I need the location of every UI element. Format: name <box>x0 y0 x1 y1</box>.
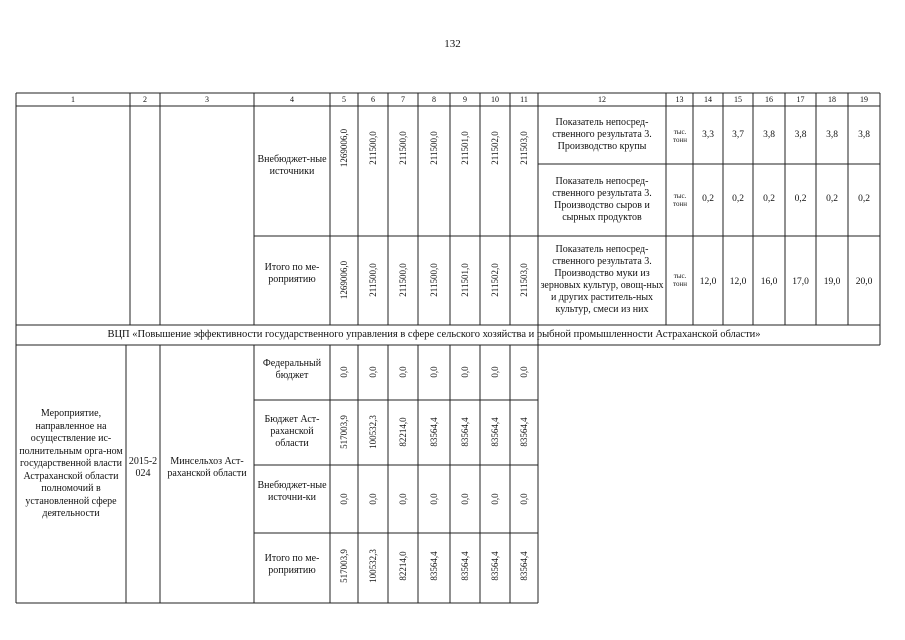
lower-row2-val: 0,0 <box>429 493 439 505</box>
upper-row1-val: 211502,0 <box>490 263 500 297</box>
header-col-1: 1 <box>71 95 75 104</box>
indicator-value: 19,0 <box>823 277 841 287</box>
indicator-value: 0,2 <box>702 194 714 204</box>
indicator-name: Показатель непосред-ственного результата 3. Производство крупы <box>552 117 652 152</box>
lower-row1-val: 100532,3 <box>368 415 378 449</box>
lower-row0-val: 0,0 <box>398 366 408 378</box>
header-col-3: 3 <box>205 95 209 104</box>
upper-total-label: Итого по ме-роприятию <box>264 262 320 285</box>
indicator-value: 3,8 <box>794 130 807 140</box>
indicator-value: 3,3 <box>702 130 714 140</box>
lower-row0-val: 0,0 <box>368 366 378 378</box>
header-col-5: 5 <box>342 95 346 104</box>
upper-row1-val: 211501,0 <box>460 263 470 297</box>
indicator-value: 0,2 <box>826 194 838 204</box>
lower-row2-val: 0,0 <box>368 493 378 505</box>
lower-row3-val: 83564,4 <box>490 551 500 581</box>
lower-row0-val: 0,0 <box>339 366 349 378</box>
indicator-name: Показатель непосред-ственного результата 3. Производство сыров и сырных продуктов <box>552 176 652 223</box>
upper-row0-val: 211500,0 <box>429 131 439 165</box>
lower-row1-val: 517003,9 <box>339 415 349 449</box>
header-col-18: 18 <box>828 95 836 104</box>
lower-row1-val: 83564,4 <box>490 417 500 447</box>
header-col-4: 4 <box>290 95 294 104</box>
header-col-11: 11 <box>520 95 528 104</box>
lower-source-label: Итого по ме-роприятию <box>264 553 320 576</box>
lower-row1-val: 83564,4 <box>460 417 470 447</box>
header-col-15: 15 <box>734 95 742 104</box>
header-col-10: 10 <box>491 95 499 104</box>
indicator-value: 16,0 <box>760 277 778 287</box>
header-col-8: 8 <box>432 95 436 104</box>
header-col-14: 14 <box>704 95 712 104</box>
lower-row0-val: 0,0 <box>519 366 529 378</box>
header-col-16: 16 <box>765 95 773 104</box>
upper-row1-val: 211500,0 <box>429 263 439 297</box>
upper-row1-val: 211503,0 <box>519 263 529 297</box>
lower-row1-val: 83564,4 <box>519 417 529 447</box>
upper-row0-val: 211500,0 <box>368 131 378 165</box>
measure-name: Мероприятие, направленное на осуществление ис-полнительным орга-ном государственной власти Астраханской области полномочий в установленной сфере деятельности <box>19 408 123 519</box>
lower-row1-val: 83564,4 <box>429 417 439 447</box>
header-col-6: 6 <box>371 95 375 104</box>
header-col-2: 2 <box>143 95 147 104</box>
upper-row1-val: 211500,0 <box>398 263 408 297</box>
lower-source-label: Бюджет Аст-раханской области <box>264 414 320 449</box>
header-col-7: 7 <box>401 95 405 104</box>
lower-source-label: Федеральный бюджет <box>262 358 322 381</box>
lower-row3-val: 100532,3 <box>368 549 378 583</box>
indicator-value: 0,2 <box>732 194 744 204</box>
indicator-value: 3,8 <box>826 130 838 140</box>
upper-row0-val: 211503,0 <box>519 131 529 165</box>
lower-row2-val: 0,0 <box>490 493 500 505</box>
upper-row1-val: 211500,0 <box>368 263 378 297</box>
header-col-13: 13 <box>675 95 684 104</box>
indicator-value: 20,0 <box>855 277 873 287</box>
indicator-value: 12,0 <box>699 277 717 287</box>
lower-row0-val: 0,0 <box>460 366 470 378</box>
lower-row3-val: 83564,4 <box>429 551 439 581</box>
upper-row0-val: 211501,0 <box>460 131 470 165</box>
lower-row0-val: 0,0 <box>490 366 500 378</box>
indicator-name: Показатель непосред-ственного результата 3. Производство муки из зерновых культур, овощ-ных и других раститель-ных культур, смеси из них <box>540 244 664 315</box>
upper-source-label: Внебюджет-ные источники <box>257 154 327 177</box>
lower-row2-val: 0,0 <box>398 493 408 505</box>
lower-row1-val: 82214,0 <box>398 417 408 447</box>
indicator-value: 12,0 <box>729 277 747 287</box>
lower-row3-val: 517003,9 <box>339 549 349 583</box>
upper-row0-val: 211500,0 <box>398 131 408 165</box>
indicator-value: 3,8 <box>763 130 775 140</box>
upper-row0-val: 1269006,0 <box>339 128 349 168</box>
indicator-value: 0,2 <box>763 194 775 204</box>
lower-row2-val: 0,0 <box>460 493 470 505</box>
measure-executor: Минсельхоз Аст-раханской области <box>167 456 247 479</box>
lower-row2-val: 0,0 <box>339 493 349 505</box>
lower-row3-val: 83564,4 <box>519 551 529 581</box>
indicator-value: 0,2 <box>794 194 807 204</box>
indicator-value: 17,0 <box>792 277 809 287</box>
lower-source-label: Внебюджет-ные источни-ки <box>257 480 327 503</box>
indicator-unit: тыс. тонн <box>673 272 687 288</box>
upper-row0-val: 211502,0 <box>490 131 500 165</box>
header-col-9: 9 <box>463 95 467 104</box>
indicator-value: 0,2 <box>858 194 870 204</box>
page-number: 132 <box>444 38 461 50</box>
lower-row3-val: 83564,4 <box>460 551 470 581</box>
indicator-unit: тыс. тонн <box>673 128 687 144</box>
lower-row2-val: 0,0 <box>519 493 529 505</box>
indicator-value: 3,7 <box>732 130 744 140</box>
header-col-19: 19 <box>860 95 868 104</box>
upper-row1-val: 1269006,0 <box>339 260 349 300</box>
header-col-17: 17 <box>796 95 805 104</box>
indicator-value: 3,8 <box>858 130 870 140</box>
lower-row0-val: 0,0 <box>429 366 439 378</box>
indicator-unit: тыс. тонн <box>673 192 687 208</box>
lower-row3-val: 82214,0 <box>398 551 408 581</box>
measure-period: 2015-2024 <box>128 456 158 479</box>
section-title: ВЦП «Повышение эффективности государственного управления в сфере сельского хозяйства и рыбной промышленности Астраханской области» <box>107 329 761 340</box>
header-col-12: 12 <box>598 95 606 104</box>
